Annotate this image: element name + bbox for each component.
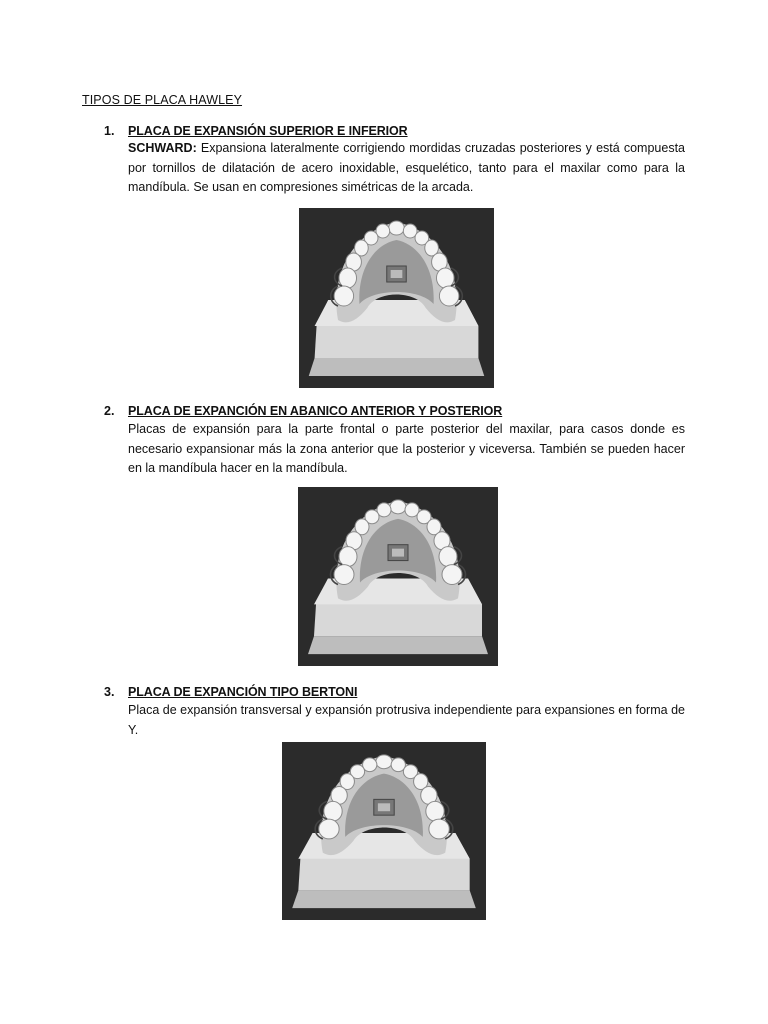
section-1-lead: SCHWARD:: [128, 141, 197, 155]
section-3-text: Placa de expansión transversal y expansión protrusiva independiente para expansiones en forma de Y.: [128, 703, 685, 737]
document-title: TIPOS DE PLACA HAWLEY: [82, 93, 243, 107]
section-1-body: [128, 139, 685, 198]
section-1-heading: [104, 124, 408, 138]
dental-model-image: [298, 487, 498, 666]
section-3-number: 3.: [104, 685, 115, 699]
section-3-heading: [104, 685, 357, 699]
section-1-text: Expansiona lateralmente corrigiendo mordidas cruzadas posteriores y está compuesta por tornillos de dilatación de acero inoxidable, esquelético, tanto para el maxilar como para la mandíbula. Se usan en compresiones simétricas de la arcada.: [128, 141, 685, 194]
section-3-body: [128, 701, 685, 740]
dental-model-image: [282, 742, 486, 920]
section-1-number: 1.: [104, 124, 115, 138]
dental-model-image: [299, 208, 494, 388]
section-2-body: [128, 420, 685, 479]
section-2-text: Placas de expansión para la parte frontal o parte posterior del maxilar, para casos donde es necesario expansionar más la zona anterior que la posterior y viceversa. También se pueden hacer en la mandíbula hacer en la mandíbula.: [128, 422, 685, 475]
section-2-heading: [104, 404, 502, 418]
fan-expansion-plate-photo: [298, 487, 498, 666]
section-2-title: PLACA DE EXPANCIÓN EN ABANICO ANTERIOR Y POSTERIOR: [128, 404, 503, 418]
section-2-number: 2.: [104, 404, 115, 418]
section-1-title: PLACA DE EXPANSIÓN SUPERIOR E INFERIOR: [128, 124, 408, 138]
bertoni-plate-photo: [282, 742, 486, 920]
section-3-title: PLACA DE EXPANCIÓN TIPO BERTONI: [128, 685, 358, 699]
expansion-plate-photo: [299, 208, 494, 388]
